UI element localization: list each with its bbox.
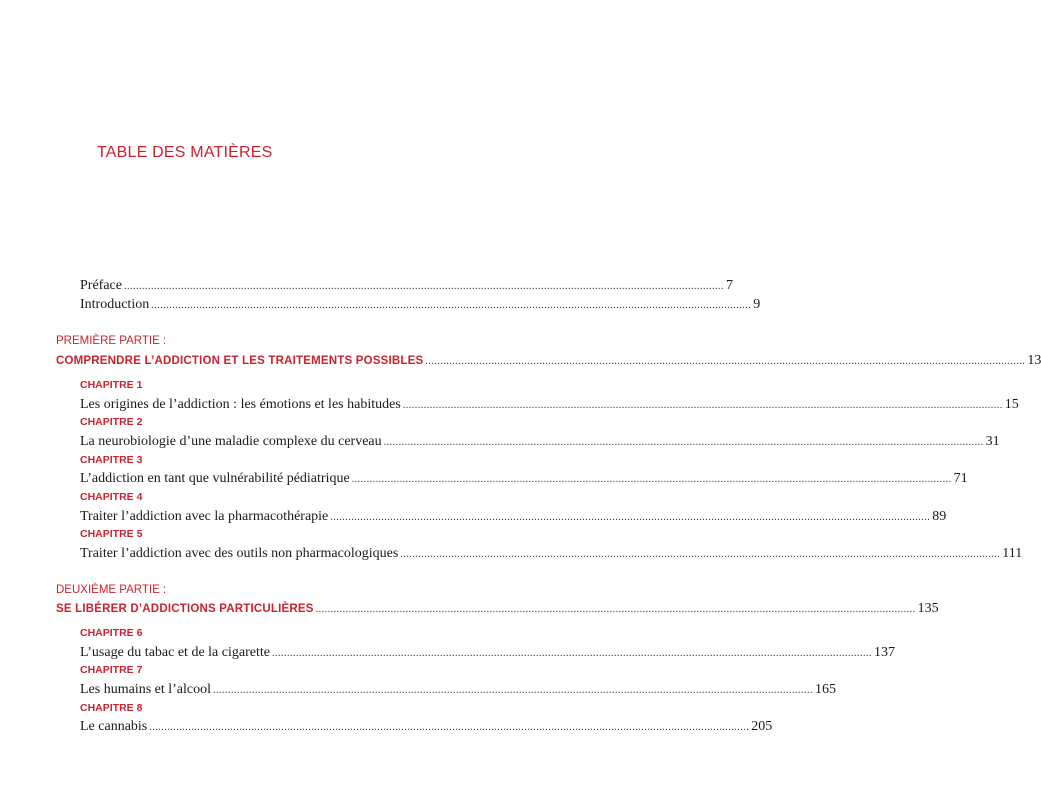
chapter-label: CHAPITRE 8 bbox=[80, 702, 143, 714]
chapter-label: CHAPITRE 5 bbox=[80, 528, 143, 540]
toc-entry-introduction[interactable] bbox=[80, 296, 761, 314]
chapter-page: 31 bbox=[985, 434, 1000, 449]
toc-chapter-5[interactable] bbox=[80, 545, 1023, 563]
leader-dots: ........................................................................................................................................................................................................ bbox=[400, 549, 1001, 560]
chapter-title: Traiter l’addiction avec la pharmacothérapie bbox=[80, 509, 329, 524]
chapter-title: La neurobiologie d’une maladie complexe du cerveau bbox=[80, 434, 382, 449]
toc-chapter-1[interactable] bbox=[80, 396, 1019, 414]
toc-chapter-6[interactable] bbox=[80, 644, 895, 662]
toc-chapter-8[interactable] bbox=[80, 718, 773, 736]
part-title: COMPRENDRE L’ADDICTION ET LES TRAITEMENTS POSSIBLES bbox=[56, 355, 424, 367]
toc-title: TABLE DES MATIÈRES bbox=[97, 144, 273, 161]
chapter-page: 111 bbox=[1002, 546, 1023, 561]
toc-chapter-4[interactable] bbox=[80, 508, 947, 526]
leader-dots: ........................................................................................................................................................................................................ bbox=[213, 685, 814, 696]
leader-dots: ........................................................................................................................................................................................................ bbox=[315, 604, 916, 615]
chapter-page: 165 bbox=[815, 682, 837, 697]
leader-dots: ........................................................................................................................................................................................................ bbox=[271, 648, 872, 659]
chapter-title: Traiter l’addiction avec des outils non pharmacologiques bbox=[80, 546, 399, 561]
chapter-label: CHAPITRE 6 bbox=[80, 627, 143, 639]
chapter-title: Les origines de l’addiction : les émotions et les habitudes bbox=[80, 397, 401, 412]
chapter-label: CHAPITRE 7 bbox=[80, 664, 143, 676]
chapter-page: 89 bbox=[932, 509, 947, 524]
toc-chapter-3[interactable] bbox=[80, 470, 968, 488]
leader-dots: ........................................................................................................................................................................................................ bbox=[149, 722, 750, 733]
leader-dots: ........................................................................................................................................................................................................ bbox=[330, 512, 931, 523]
chapter-title: Les humains et l’alcool bbox=[80, 682, 212, 697]
toc-part-1[interactable] bbox=[56, 352, 1041, 370]
chapter-title: L’addiction en tant que vulnérabilité pédiatrique bbox=[80, 471, 350, 486]
entry-page: 7 bbox=[725, 278, 733, 293]
part-page: 135 bbox=[917, 601, 939, 616]
chapter-page: 15 bbox=[1004, 397, 1019, 412]
part-label: PREMIÈRE PARTIE : bbox=[56, 335, 167, 347]
entry-page: 9 bbox=[753, 297, 761, 312]
toc-part-2[interactable] bbox=[56, 600, 939, 618]
toc-chapter-7[interactable] bbox=[80, 681, 837, 699]
part-page: 13 bbox=[1027, 353, 1041, 368]
entry-title: Préface bbox=[80, 278, 122, 293]
chapter-label: CHAPITRE 4 bbox=[80, 491, 143, 503]
part-title: SE LIBÉRER D’ADDICTIONS PARTICULIÈRES bbox=[56, 603, 314, 615]
chapter-label: CHAPITRE 2 bbox=[80, 416, 143, 428]
chapter-label: CHAPITRE 1 bbox=[80, 379, 143, 391]
leader-dots: ........................................................................................................................................................................................................ bbox=[351, 474, 952, 485]
leader-dots: ........................................................................................................................................................................................................ bbox=[402, 400, 1003, 411]
toc-entry-preface[interactable] bbox=[80, 277, 733, 295]
chapter-title: Le cannabis bbox=[80, 719, 148, 734]
chapter-page: 137 bbox=[873, 645, 895, 660]
leader-dots: ........................................................................................................................................................................................................ bbox=[151, 300, 752, 311]
leader-dots: ........................................................................................................................................................................................................ bbox=[123, 281, 724, 292]
part-label: DEUXIÈME PARTIE : bbox=[56, 584, 167, 596]
chapter-label: CHAPITRE 3 bbox=[80, 454, 143, 466]
chapter-page: 205 bbox=[751, 719, 773, 734]
toc-chapter-2[interactable] bbox=[80, 433, 1000, 451]
chapter-page: 71 bbox=[953, 471, 968, 486]
chapter-title: L’usage du tabac et de la cigarette bbox=[80, 645, 270, 660]
entry-title: Introduction bbox=[80, 297, 150, 312]
leader-dots: ........................................................................................................................................................................................................ bbox=[383, 437, 984, 448]
leader-dots: ........................................................................................................................................................................................................ bbox=[425, 356, 1026, 367]
